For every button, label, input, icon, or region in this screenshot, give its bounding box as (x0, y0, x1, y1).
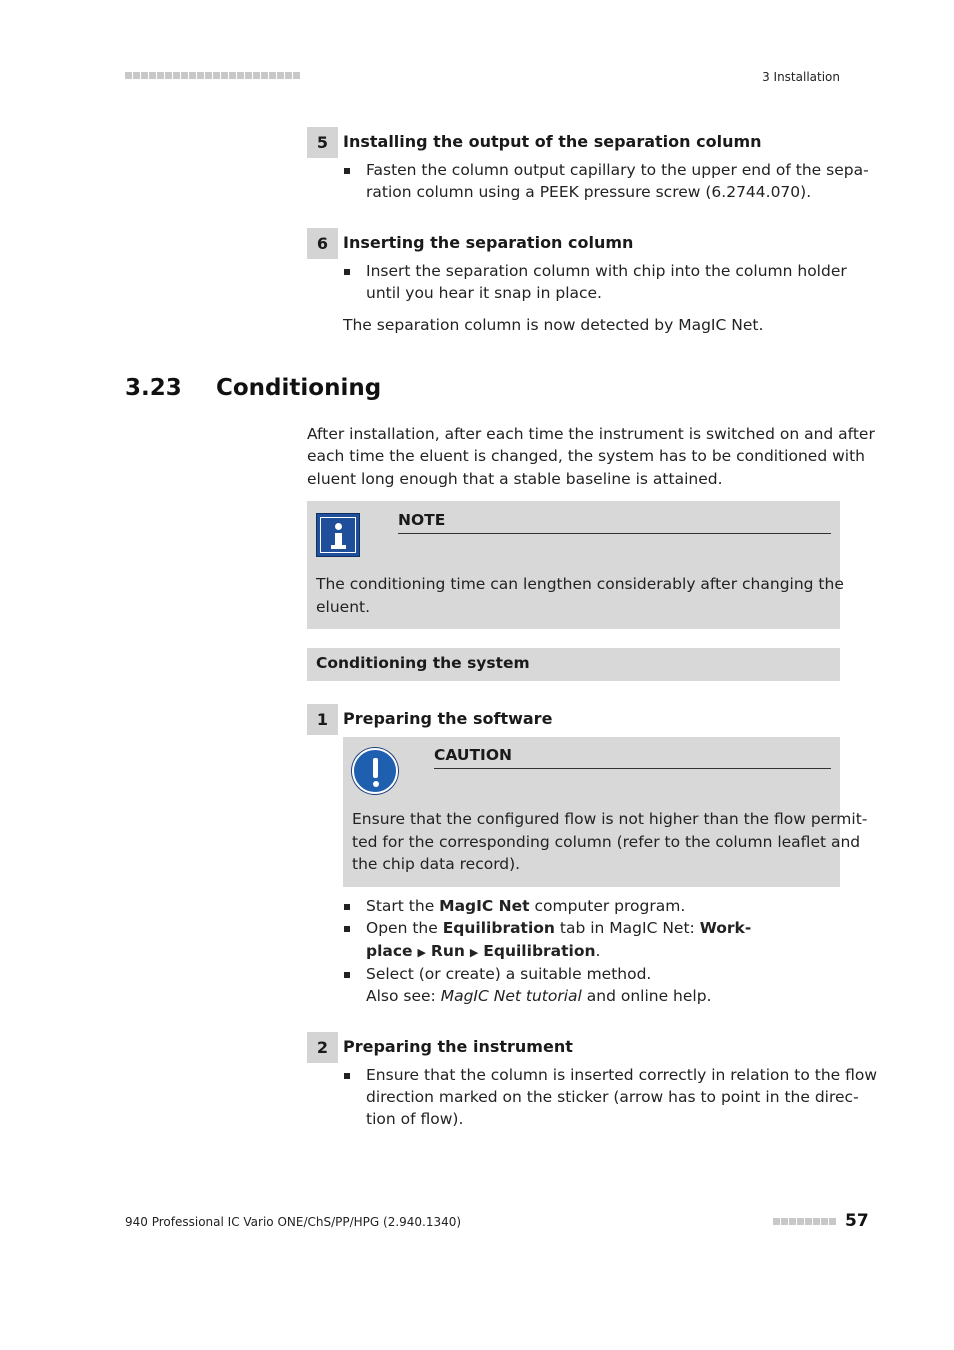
divider (434, 768, 831, 769)
caution-icon (352, 748, 398, 794)
bullet (344, 168, 350, 174)
text-line: direction marked on the sticker (arrow has to point in the direc- (366, 1088, 859, 1106)
text-line: Insert the separation column with chip into the column holder (366, 262, 847, 280)
footer-product: 940 Professional IC Vario ONE/ChS/PP/HPG (2.940.1340) (125, 1215, 462, 1229)
divider (398, 533, 831, 534)
page-number: 57 (845, 1211, 869, 1231)
text-line: Fasten the column output capillary to the upper end of the sepa- (366, 161, 869, 179)
step-title: Preparing the software (343, 709, 553, 728)
bullet (344, 1073, 350, 1079)
caution-heading: CAUTION (434, 746, 512, 764)
result-text: The separation column is now detected by MagIC Net. (343, 316, 764, 334)
info-icon (316, 513, 360, 557)
caution-text: ted for the corresponding column (refer to the column leaflet and (352, 833, 861, 851)
step-number: 5 (307, 127, 338, 158)
note-heading: NOTE (398, 511, 446, 529)
step-number: 2 (307, 1032, 338, 1063)
note-box (307, 501, 840, 629)
header-section: 3 Installation (762, 70, 840, 84)
bullet-text: Open the Equilibration tab in MagIC Net: Work- (366, 919, 752, 937)
caution-text: the chip data record). (352, 855, 521, 873)
section-title: Conditioning (216, 375, 382, 401)
caution-text: Ensure that the configured flow is not higher than the flow permit- (352, 810, 868, 828)
arrow-icon: ▶ (417, 946, 426, 959)
bullet-text: Select (or create) a suitable method. (366, 965, 652, 983)
intro-line: each time the eluent is changed, the system has to be conditioned with (307, 447, 865, 465)
bullet (344, 269, 350, 275)
bullet (344, 904, 350, 910)
note-text: eluent. (316, 598, 371, 616)
bullet (344, 972, 350, 978)
bullet-text: Start the MagIC Net computer program. (366, 897, 686, 915)
intro-line: eluent long enough that a stable baseline is attained. (307, 470, 723, 488)
text-line: Ensure that the column is inserted correctly in relation to the flow (366, 1066, 878, 1084)
text-line: until you hear it snap in place. (366, 284, 602, 302)
header-decoration (125, 72, 300, 79)
step-number: 1 (307, 704, 338, 735)
section-number: 3.23 (125, 375, 182, 401)
note-text: The conditioning time can lengthen considerably after changing the (316, 575, 844, 593)
text-line: ration column using a PEEK pressure screw (6.2744.070). (366, 183, 812, 201)
bullet-text: place ▶ Run ▶ Equilibration. (366, 942, 601, 960)
step-title: Inserting the separation column (343, 233, 634, 252)
step-number: 6 (307, 228, 338, 259)
arrow-icon: ▶ (469, 946, 479, 959)
step-title: Preparing the instrument (343, 1037, 573, 1056)
step-title: Installing the output of the separation column (343, 132, 762, 151)
bullet-text: Also see: MagIC Net tutorial and online help. (366, 987, 712, 1005)
text-line: tion of flow). (366, 1110, 464, 1128)
procedure-title: Conditioning the system (316, 654, 530, 672)
footer-decoration (773, 1218, 836, 1225)
bullet (344, 926, 350, 932)
intro-line: After installation, after each time the instrument is switched on and after (307, 425, 875, 443)
